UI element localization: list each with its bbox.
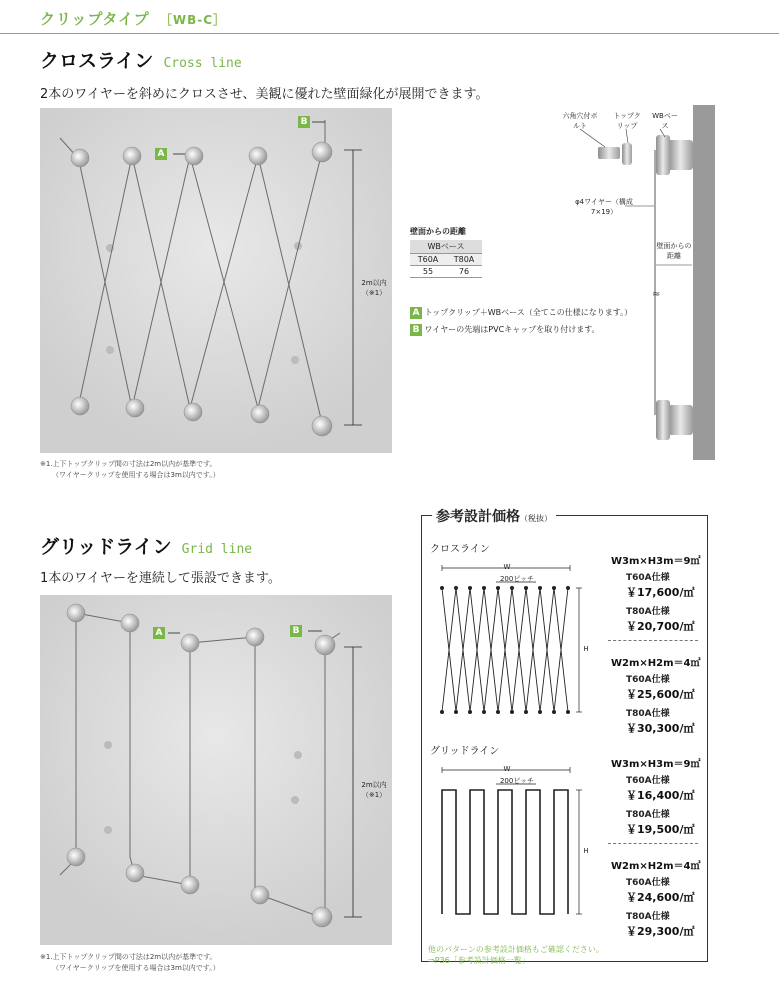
cross-note-1: ※1.上下トップクリップ間の寸法は2m以内が基準です。 — [40, 460, 217, 468]
label-top-clip: トップクリップ — [613, 112, 641, 130]
cross-dim-label-2: （※1） — [361, 289, 387, 297]
price-cross-label: クロスライン — [430, 544, 490, 555]
cross-t80-label-2: T80A仕様 — [626, 709, 670, 719]
cross-anchor — [552, 586, 556, 590]
distance-col-t80: T80A — [446, 254, 482, 266]
cross-spec-1: W3m×H3m＝9㎡ — [611, 556, 701, 567]
header-rule — [0, 33, 779, 34]
page-header-title — [40, 8, 226, 29]
distance-table — [410, 240, 482, 278]
cross-spec-2: W2m×H2m＝4㎡ — [611, 658, 701, 669]
cross-t60-label-2: T60A仕様 — [626, 675, 670, 685]
legend-b-text: ワイヤーの先端はPVCキャップを取り付けます。 — [424, 325, 600, 334]
grid-t80-label-2: T80A仕様 — [626, 912, 670, 922]
cross-t60-price-1: ￥17,600/㎡ — [626, 586, 695, 599]
grid-mini-diagram — [432, 764, 592, 924]
header-title-text: クリップタイプ — [40, 10, 150, 28]
cross-dim-label — [356, 278, 392, 298]
cross-anchor — [524, 586, 528, 590]
grid-t60-label-1: T60A仕様 — [626, 776, 670, 786]
cross-anchor — [538, 586, 542, 590]
cross-mini-w: W — [503, 563, 511, 571]
price-title-text: 参考設計価格 — [436, 509, 520, 525]
cross-title: クロスライン — [40, 50, 154, 72]
cross-anchor — [440, 710, 444, 714]
grid-mini-pitch: 200ピッチ — [499, 777, 535, 785]
legend-a-text: トップクリップ＋WBベース（全てこの仕様になります。） — [424, 308, 633, 317]
cross-mini-diagram — [432, 562, 592, 722]
label-wb-base: WBベース — [652, 112, 678, 130]
cross-line-photo — [40, 108, 392, 453]
legend-tag-b: B — [410, 324, 422, 336]
label-wall-distance: 壁面からの距離 — [656, 242, 692, 260]
cross-note-2: （ワイヤークリップを使用する場合は3m以内です。） — [52, 471, 220, 479]
grid-note-2: （ワイヤークリップを使用する場合は3m以内です。） — [52, 964, 220, 972]
grid-line-photo — [40, 595, 392, 945]
cross-t80-label-1: T80A仕様 — [626, 607, 670, 617]
grid-tag-b: B — [290, 625, 302, 637]
cross-anchor — [510, 586, 514, 590]
grid-mini-w: W — [503, 765, 511, 773]
grid-t80-price-1: ￥19,500/㎡ — [626, 823, 695, 836]
cross-dim-label-1: 2m以内 — [361, 279, 387, 287]
cross-t80-price-2: ￥30,300/㎡ — [626, 722, 695, 735]
distance-head: WBベース — [410, 240, 482, 254]
cross-anchor — [538, 710, 542, 714]
cross-t60-price-2: ￥25,600/㎡ — [626, 688, 695, 701]
tag-b: B — [298, 116, 310, 128]
grid-tag-a: A — [153, 627, 165, 639]
label-bolt: 六角穴付ボルト — [562, 112, 598, 130]
cross-anchor — [440, 586, 444, 590]
grid-t60-label-2: T60A仕様 — [626, 878, 670, 888]
svg-text:≈: ≈ — [652, 289, 661, 300]
distance-col-t60: T60A — [410, 254, 446, 266]
grid-title: グリッドライン — [40, 536, 172, 558]
grid-mini-h: H — [583, 847, 589, 855]
grid-dim-label-2: （※1） — [361, 791, 387, 799]
cross-description: 2本のワイヤーを斜めにクロスさせ、美観に優れた壁面緑化が展開できます。 — [40, 87, 489, 102]
cross-note — [40, 459, 220, 481]
grid-title-en: Grid line — [181, 542, 253, 557]
cross-mini-h: H — [583, 645, 589, 653]
header-code: ［WB-C］ — [159, 13, 227, 27]
grid-dim-label — [356, 780, 392, 800]
cross-anchor — [482, 586, 486, 590]
cross-anchor — [496, 710, 500, 714]
distance-title: 壁面からの距離 — [410, 227, 466, 236]
cross-anchor — [510, 710, 514, 714]
cross-t60-label-1: T60A仕様 — [626, 573, 670, 583]
legend-tag-a: A — [410, 307, 422, 319]
grid-dim-label-1: 2m以内 — [361, 781, 387, 789]
distance-val-t80: 76 — [446, 266, 482, 278]
grid-divider — [608, 843, 698, 844]
cross-anchor — [496, 586, 500, 590]
price-tax: （税抜） — [520, 514, 552, 523]
price-title — [432, 506, 556, 526]
label-wire: φ4ワイヤー（構成7×19） — [575, 198, 633, 216]
grid-t60-price-2: ￥24,600/㎡ — [626, 891, 695, 904]
cross-anchor — [454, 586, 458, 590]
grid-spec-1: W3m×H3m＝9㎡ — [611, 759, 701, 770]
cross-anchor — [468, 710, 472, 714]
cross-anchor — [552, 710, 556, 714]
cross-anchor — [482, 710, 486, 714]
cross-anchor — [454, 710, 458, 714]
price-grid-label: グリッドライン — [430, 746, 500, 757]
distance-val-t60: 55 — [410, 266, 446, 278]
cross-anchor — [566, 586, 570, 590]
cross-title-en: Cross line — [163, 56, 242, 71]
other-patterns-2: ⇒P36「参考設計価格一覧」 — [428, 956, 530, 965]
grid-t80-label-1: T80A仕様 — [626, 810, 670, 820]
cross-anchor — [524, 710, 528, 714]
cross-t80-price-1: ￥20,700/㎡ — [626, 620, 695, 633]
cross-anchor — [566, 710, 570, 714]
grid-description: 1本のワイヤーを連続して張設できます。 — [40, 571, 281, 586]
cross-mini-pitch: 200ピッチ — [499, 575, 535, 583]
grid-t60-price-1: ￥16,400/㎡ — [626, 789, 695, 802]
hardware-diagram — [560, 105, 715, 460]
other-patterns-1: 他のパターンの参考設計価格もご確認ください。 — [428, 945, 604, 954]
grid-note — [40, 952, 220, 974]
cross-divider — [608, 640, 698, 641]
grid-spec-2: W2m×H2m＝4㎡ — [611, 861, 701, 872]
tag-a: A — [155, 148, 167, 160]
grid-note-1: ※1.上下トップクリップ間の寸法は2m以内が基準です。 — [40, 953, 217, 961]
other-patterns-note — [428, 944, 604, 966]
cross-anchor — [468, 586, 472, 590]
grid-t80-price-2: ￥29,300/㎡ — [626, 925, 695, 938]
cross-section-title — [40, 46, 242, 73]
grid-section-title — [40, 532, 252, 559]
